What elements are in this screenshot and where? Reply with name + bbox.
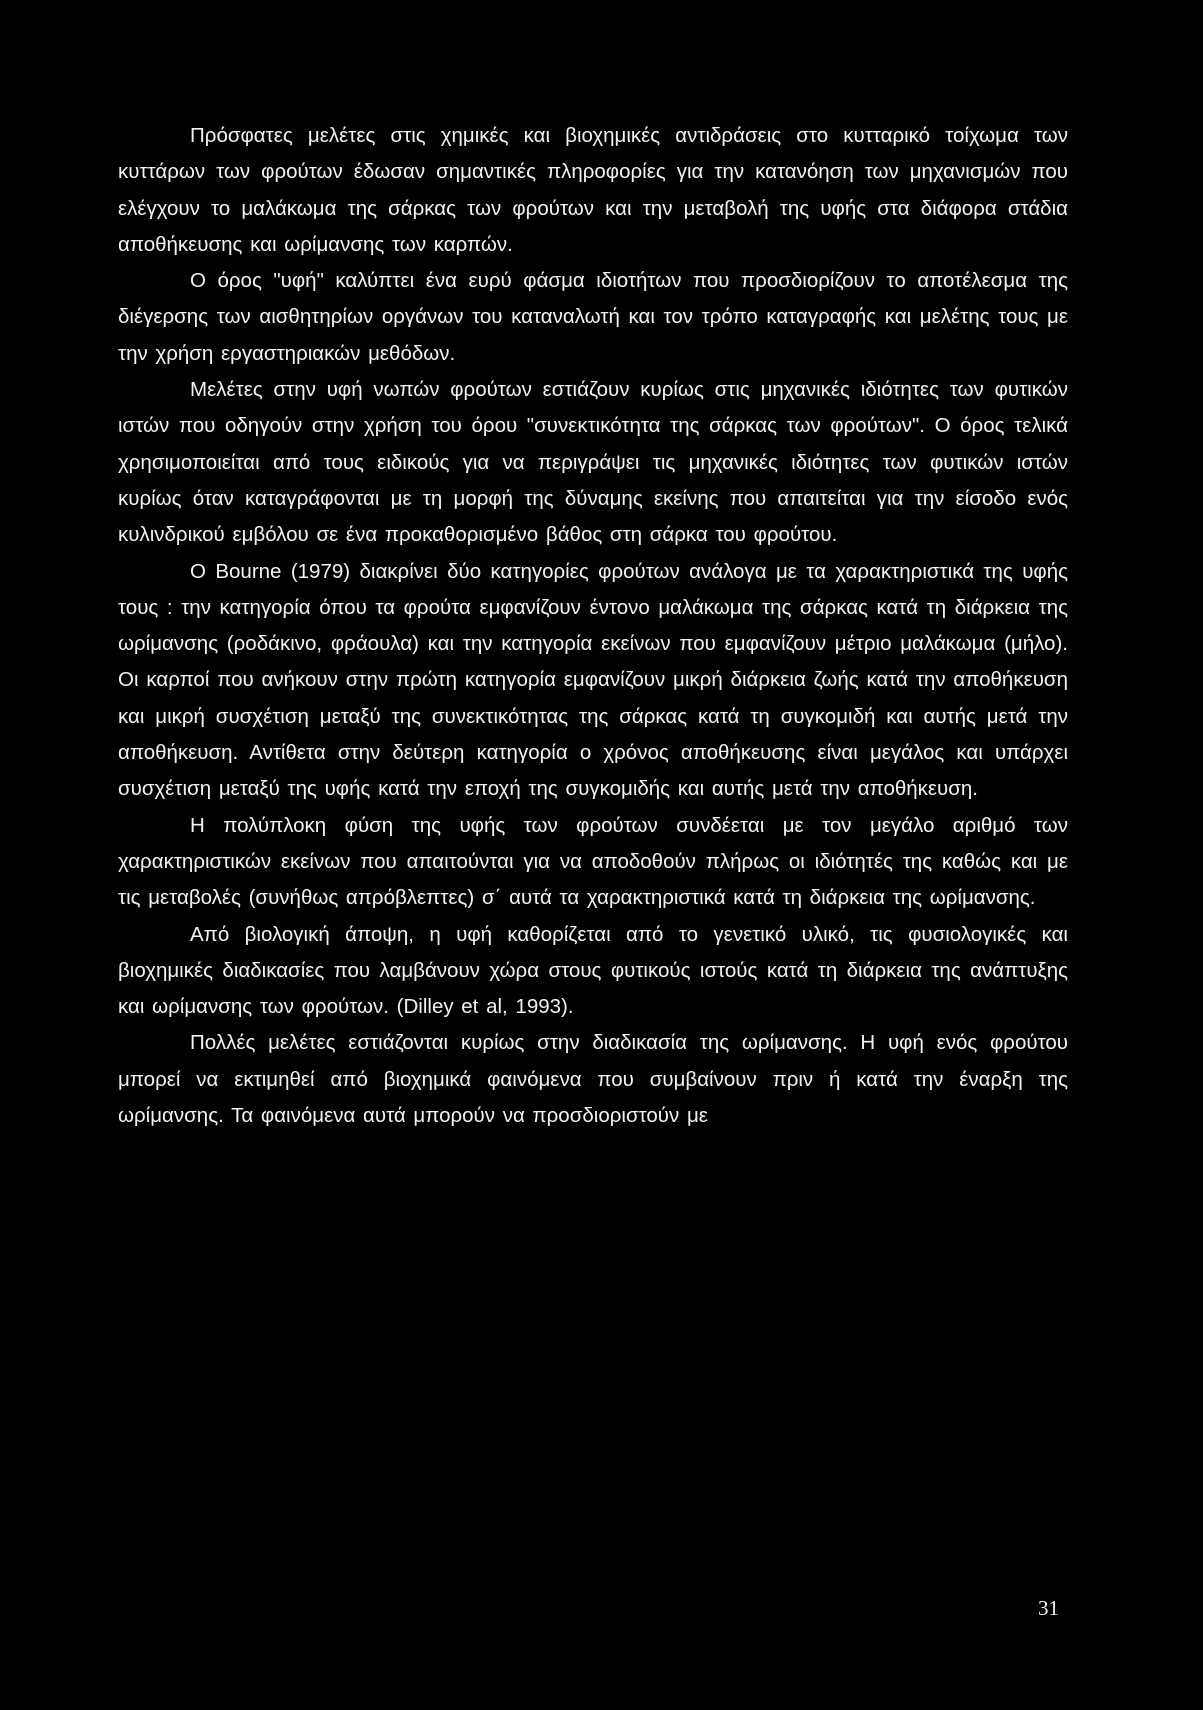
paragraph-cell-wall-studies: Πρόσφατες μελέτες στις χημικές και βιοχημικές αντιδράσεις στο κυτταρικό τοίχωμα των κυττάρων των φρούτων έδωσαν σημαντικές πληροφορίες για την κατανόηση των μηχανισμών που ελέγχουν το μαλάκωμα της σάρκας των φρούτων και την μεταβολή της υφής στα διάφορα στάδια αποθήκευσης και ωρίμανσης των καρπών.	[118, 124, 1068, 256]
paragraph-ripening-studies: Πολλές μελέτες εστιάζονται κυρίως στην διαδικασία της ωρίμανσης. Η υφή ενός φρούτου μπορεί να εκτιμηθεί από βιοχημικά φαινόμενα που συμβαίνουν πριν ή κατά την έναρξη της ωρίμανσης. Τα φαινόμενα αυτά μπορούν να προσδιοριστούν με	[118, 1031, 1068, 1128]
paragraph-texture-definition: Ο όρος "υφή" καλύπτει ένα ευρύ φάσμα ιδιοτήτων που προσδιορίζουν το αποτέλεσμα της διέγερσης των αισθητηρίων οργάνων του καταναλωτή και τον τρόπο καταγραφής και μελέτης τους με την χρήση εργαστηριακών μεθόδων.	[118, 269, 1068, 365]
page-number: 31	[1038, 1596, 1059, 1620]
paragraph-biological-view: Από βιολογική άποψη, η υφή καθορίζεται από το γενετικό υλικό, τις φυσιολογικές και βιοχημικές διαδικασίες που λαμβάνουν χώρα στους φυτικούς ιστούς κατά τη διάρκεια της ανάπτυξης και ωρίμανσης των φρούτων. (Dilley et al, 1993).	[118, 922, 1068, 1019]
paragraph-mechanical-properties: Μελέτες στην υφή νωπών φρούτων εστιάζουν κυρίως στις μηχανικές ιδιότητες των φυτικών ιστών που οδηγούν στην χρήση του όρου "συνεκτικότητα της σάρκας των φρούτων". Ο όρος τελικά χρησιμοποιείται από τους ειδικούς για να περιγράψει τις μηχανικές ιδιότητες των φυτικών ιστών κυρίως όταν καταγράφονται με τη μορφή της δύναμης εκείνης που απαιτείται για την είσοδο ενός κυλινδρικού εμβόλου σε ένα προκαθορισμένο βάθος στη σάρκα του φρούτου.	[118, 378, 1068, 547]
document-body	[118, 118, 1068, 1134]
paragraph-complex-nature: Η πολύπλοκη φύση της υφής των φρούτων συνδέεται με τον μεγάλο αριθμό των χαρακτηριστικών εκείνων που απαιτούνται για να αποδοθούν πλήρως οι ιδιότητές της καθώς και με τις μεταβολές (συνήθως απρόβλεπτες) σ΄ αυτά τα χαρακτηριστικά κατά τη διάρκεια της ωρίμανσης.	[118, 813, 1068, 910]
paragraph-bourne-categories: Ο Bourne (1979) διακρίνει δύο κατηγορίες φρούτων ανάλογα με τα χαρακτηριστικά της υφής τους : την κατηγορία όπου τα φρούτα εμφανίζουν έντονο μαλάκωμα της σάρκας κατά τη διάρκεια της ωρίμανσης (ροδάκινο, φράουλα) και την κατηγορία εκείνων που εμφανίζουν μέτριο μαλάκωμα (μήλο). Οι καρποί που ανήκουν στην πρώτη κατηγορία εμφανίζουν μικρή διάρκεια ζωής κατά την αποθήκευση και μικρή συσχέτιση μεταξύ της συνεκτικότητας της σάρκας κατά τη συγκομιδή και αυτής μετά την αποθήκευση. Αντίθετα στην δεύτερη κατηγορία ο χρόνος αποθήκευσης είναι μεγάλος και υπάρχει συσχέτιση μεταξύ της υφής κατά την εποχή της συγκομιδής και αυτής μετά την αποθήκευση.	[118, 559, 1068, 801]
